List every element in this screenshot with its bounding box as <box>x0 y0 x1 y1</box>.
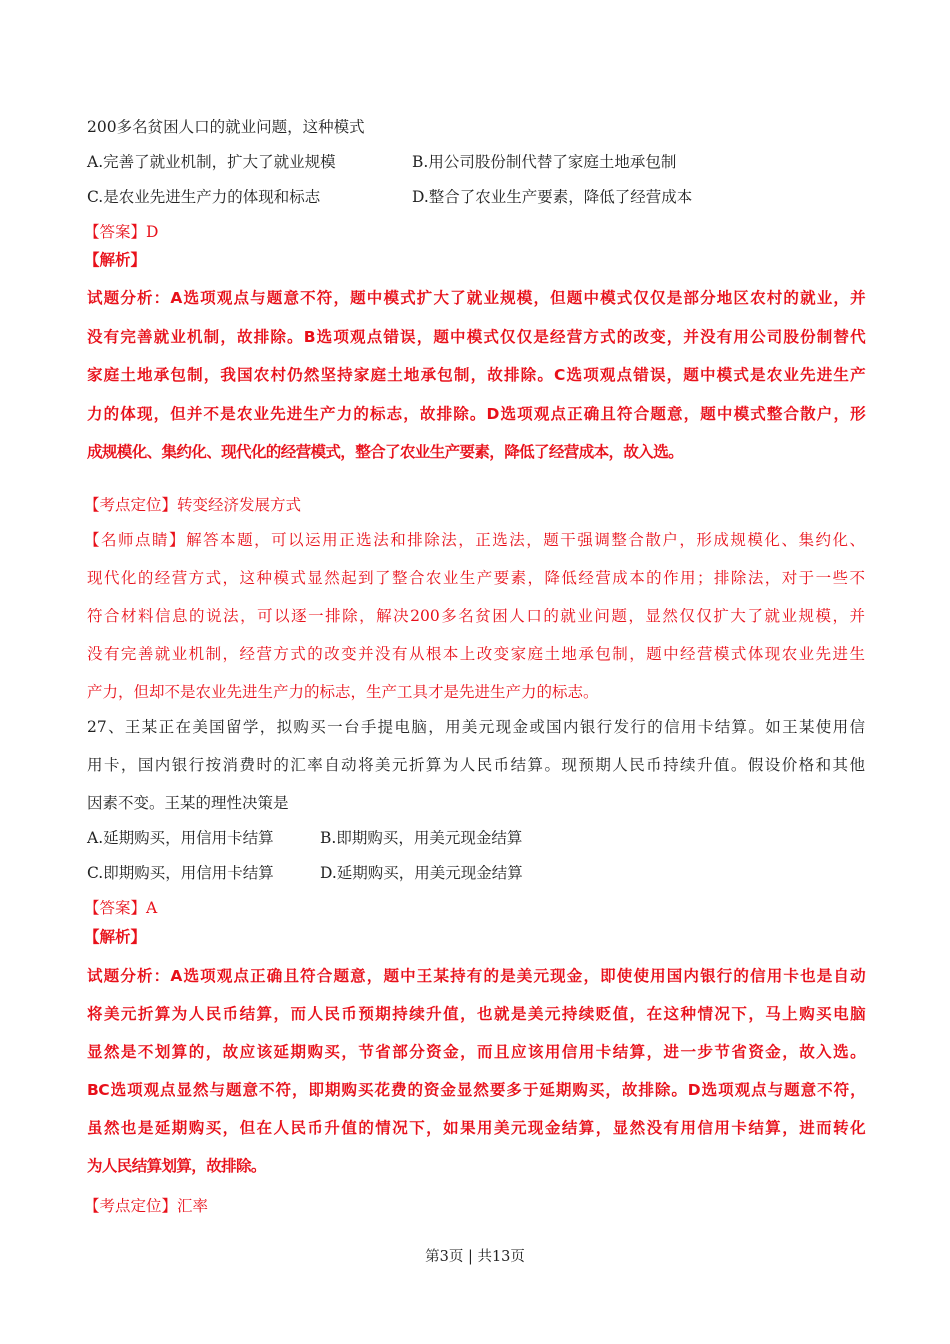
kaodian-value: 转变经济发展方式 <box>177 496 302 514</box>
q26-mingshi-line: 现代化的经营方式，这种模式显然起到了整合农业生产要素，降低经营成本的作用；排除法，对于一些不 <box>87 569 865 587</box>
page-footer: 第3页 | 共13页 <box>425 1249 525 1265</box>
q26-option-c: C.是农业先进生产力的体现和标志 <box>87 188 321 206</box>
q27-answer <box>84 897 157 919</box>
kaodian-value: 汇率 <box>177 1197 209 1215</box>
q27-analysis-line: 试题分析：A选项观点正确且符合题意，题中王某持有的是美元现金，即使使用国内银行的信用卡也是自动 <box>87 967 865 985</box>
q27-stem-line: 用卡，国内银行按消费时的汇率自动将美元折算为人民币结算。现预期人民币持续升值。假设价格和其他 <box>87 756 865 774</box>
q26-answer <box>84 221 158 243</box>
q27-analysis-label: 【解析】 <box>84 928 147 946</box>
q26-option-d: D.整合了农业生产要素，降低了经营成本 <box>412 188 693 206</box>
q27-analysis-line: 为人民结算划算，故排除。 <box>87 1157 266 1175</box>
q26-kaodian <box>84 494 301 516</box>
q27-option-d: D.延期购买，用美元现金结算 <box>320 864 523 882</box>
mingshi-text: 解答本题，可以运用正选法和排除法，正选法，题干强调整合散户，形成规模化、集约化、 <box>186 531 865 549</box>
q26-mingshi-line <box>84 529 865 551</box>
q26-mingshi-line: 没有完善就业机制，经营方式的改变并没有从根本上改变家庭土地承包制，题中经营模式体现农业先进生 <box>87 645 865 663</box>
q26-option-a: A.完善了就业机制，扩大了就业规模 <box>87 153 336 171</box>
q27-analysis-line: BC选项观点显然与题意不符，即期购买花费的资金显然要多于延期购买，故排除。D选项观点与题意不符， <box>87 1081 865 1099</box>
kaodian-label: 【考点定位】 <box>84 496 178 514</box>
answer-label: 【答案】 <box>84 899 147 917</box>
q26-analysis-line: 试题分析：A选项观点与题意不符，题中模式扩大了就业规模，但题中模式仅仅是部分地区农村的就业，并 <box>87 289 865 307</box>
q26-mingshi-line: 产力，但却不是农业先进生产力的标志，生产工具才是先进生产力的标志。 <box>87 683 599 701</box>
q26-mingshi-line: 符合材料信息的说法，可以逐一排除，解决200多名贫困人口的就业问题，显然仅仅扩大了就业规模，并 <box>87 607 865 625</box>
q26-analysis-label: 【解析】 <box>84 251 147 269</box>
q26-stem: 200多名贫困人口的就业问题，这种模式 <box>87 118 365 136</box>
q27-stem-line: 因素不变。王某的理性决策是 <box>87 794 289 812</box>
q27-kaodian <box>84 1195 208 1217</box>
kaodian-label: 【考点定位】 <box>84 1197 178 1215</box>
answer-label: 【答案】 <box>84 223 147 241</box>
q27-analysis-line: 显然是不划算的，故应该延期购买，节省部分资金，而且应该用信用卡结算，进一步节省资金，故入选。 <box>87 1043 865 1061</box>
q27-option-a: A.延期购买，用信用卡结算 <box>87 829 274 847</box>
q26-analysis-line: 力的体现，但并不是农业先进生产力的标志，故排除。D选项观点正确且符合题意，题中模式整合散户，形 <box>87 405 865 423</box>
answer-value: D <box>146 223 159 241</box>
q27-option-b: B.即期购买，用美元现金结算 <box>320 829 523 847</box>
q27-stem-line: 27、王某正在美国留学，拟购买一台手提电脑，用美元现金或国内银行发行的信用卡结算。如王某使用信 <box>87 718 865 736</box>
q27-analysis-line: 将美元折算为人民币结算，而人民币预期持续升值，也就是美元持续贬值，在这种情况下，马上购买电脑 <box>87 1005 865 1023</box>
q26-analysis-line: 家庭土地承包制，我国农村仍然坚持家庭土地承包制，故排除。C选项观点错误，题中模式是农业先进生产 <box>87 366 865 384</box>
q27-option-c: C.即期购买，用信用卡结算 <box>87 864 274 882</box>
q26-analysis-line: 成规模化、集约化、现代化的经营模式，整合了农业生产要素，降低了经营成本，故入选。 <box>87 443 684 461</box>
q27-analysis-line: 虽然也是延期购买，但在人民币升值的情况下，如果用美元现金结算，显然没有用信用卡结算，进而转化 <box>87 1119 865 1137</box>
mingshi-label: 【名师点睛】 <box>84 531 187 549</box>
answer-value: A <box>146 899 158 917</box>
q26-option-b: B.用公司股份制代替了家庭土地承包制 <box>412 153 677 171</box>
q26-analysis-line: 没有完善就业机制，故排除。B选项观点错误，题中模式仅仅是经营方式的改变，并没有用公司股份制替代 <box>87 328 865 346</box>
